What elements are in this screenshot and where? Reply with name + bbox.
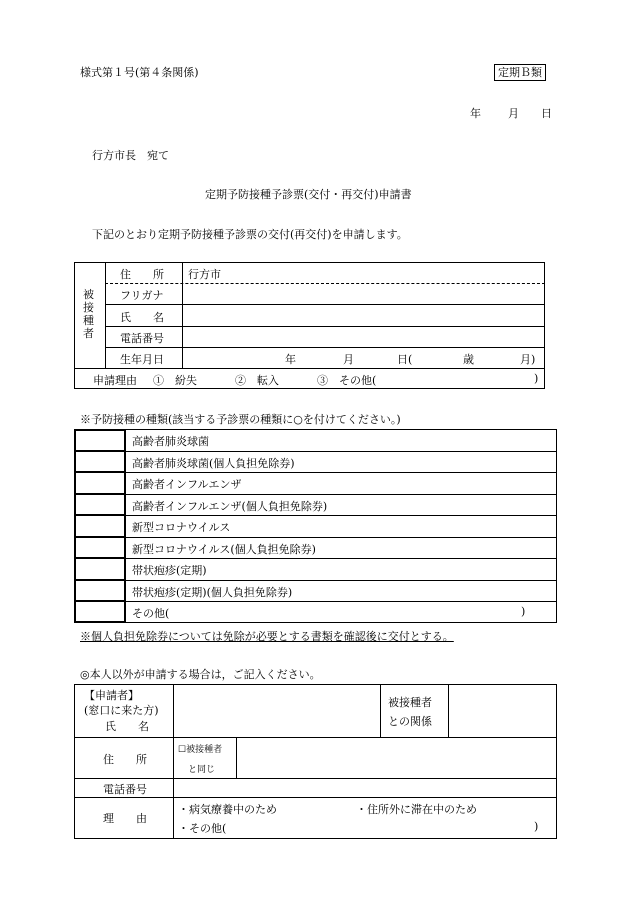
- form-number: 様式第１号(第４条関係): [80, 66, 199, 79]
- applicant-reason-label: 理 由: [103, 812, 147, 825]
- vaccine-checkbox[interactable]: [76, 602, 124, 622]
- reason-other-close: ): [534, 372, 539, 385]
- applicant-reason-illness: ・病気療養中のため: [178, 803, 277, 816]
- dob-age-month: 月): [520, 353, 536, 366]
- vaccine-checkbox[interactable]: [76, 581, 124, 601]
- vaccine-checkbox[interactable]: [76, 495, 124, 515]
- recipient-section-label: 被接種者: [83, 288, 94, 340]
- applicant-reason-close: ): [534, 820, 539, 833]
- vaccine-checkbox[interactable]: [76, 559, 124, 579]
- reason-other: ③ その他(: [317, 374, 377, 387]
- vaccine-item-label: 高齢者肺炎球菌(個人負担免除券): [132, 457, 295, 470]
- vaccine-checkbox[interactable]: [76, 473, 124, 493]
- intro-text: 下記のとおり定期予防接種予診票の交付(再交付)を申請します。: [92, 228, 408, 241]
- date-year: 年: [470, 107, 481, 120]
- date-day: 日: [541, 107, 552, 120]
- vaccine-item-label: 新型コロナウイルス(個人負担免除券): [132, 543, 316, 556]
- applicant-label: 【申請者】: [84, 689, 139, 702]
- addressee: 行方市長 宛て: [92, 149, 169, 162]
- dob-year: 年: [285, 353, 296, 366]
- dob-age: 歳: [463, 353, 474, 366]
- address-value: 行方市: [188, 268, 221, 281]
- vaccine-checkbox[interactable]: [76, 430, 124, 450]
- relation-label-1: 被接種者: [388, 696, 432, 709]
- vaccine-other-close: ): [521, 605, 526, 618]
- applicant-reason-other: ・その他(: [178, 822, 227, 835]
- vaccine-checkbox[interactable]: [76, 538, 124, 558]
- reason-moved-in: ② 転入: [235, 374, 279, 387]
- phone-label: 電話番号: [120, 332, 164, 345]
- vaccine-item-label: 帯状疱疹(定期): [132, 564, 207, 577]
- name-label: 氏 名: [120, 311, 164, 324]
- vaccine-item-label: その他(: [132, 607, 170, 620]
- address-label: 住 所: [120, 268, 164, 281]
- dob-label: 生年月日: [120, 353, 164, 366]
- dob-day: 日(: [397, 353, 413, 366]
- vaccine-heading: ※予防接種の種類(該当する予診票の種類に○を付けてください。): [80, 413, 401, 426]
- applicant-sublabel: (窓口に来た方): [84, 704, 159, 717]
- applicant-address-label: 住 所: [103, 753, 147, 766]
- same-as-recipient-label: と同じ: [188, 765, 216, 775]
- exemption-note: ※個人負担免除券については免除が必要とする書類を確認後に交付とする。: [80, 630, 454, 643]
- vaccine-checkbox[interactable]: [76, 452, 124, 472]
- furigana-label: フリガナ: [120, 289, 164, 302]
- vaccine-item-label: 高齢者インフルエンザ: [132, 478, 242, 491]
- vaccine-item-label: 高齢者インフルエンザ(個人負担免除券): [132, 500, 328, 513]
- reason-lost: ① 紛失: [153, 374, 197, 387]
- document-title: 定期予防接種予診票(交付・再交付)申請書: [205, 188, 412, 201]
- dob-month: 月: [343, 353, 354, 366]
- date-month: 月: [508, 107, 519, 120]
- vaccine-checkbox[interactable]: [76, 516, 124, 536]
- applicant-phone-label: 電話番号: [103, 783, 147, 796]
- vaccine-item-label: 新型コロナウイルス: [132, 521, 231, 534]
- applicant-reason-away: ・住所外に滞在中のため: [356, 803, 477, 816]
- applicant-heading: ◎本人以外が申請する場合は，ご記入ください。: [80, 668, 321, 681]
- vaccine-item-label: 帯状疱疹(定期)(個人負担免除券): [132, 586, 293, 599]
- applicant-name-label: 氏 名: [105, 720, 149, 733]
- relation-label-2: との関係: [388, 715, 432, 728]
- vaccine-item-label: 高齢者肺炎球菌: [132, 435, 209, 448]
- reason-label: 申請理由: [93, 374, 137, 387]
- category-badge: 定期Ｂ類: [494, 64, 546, 81]
- same-as-recipient-checkbox[interactable]: ☐被接種者: [178, 745, 223, 755]
